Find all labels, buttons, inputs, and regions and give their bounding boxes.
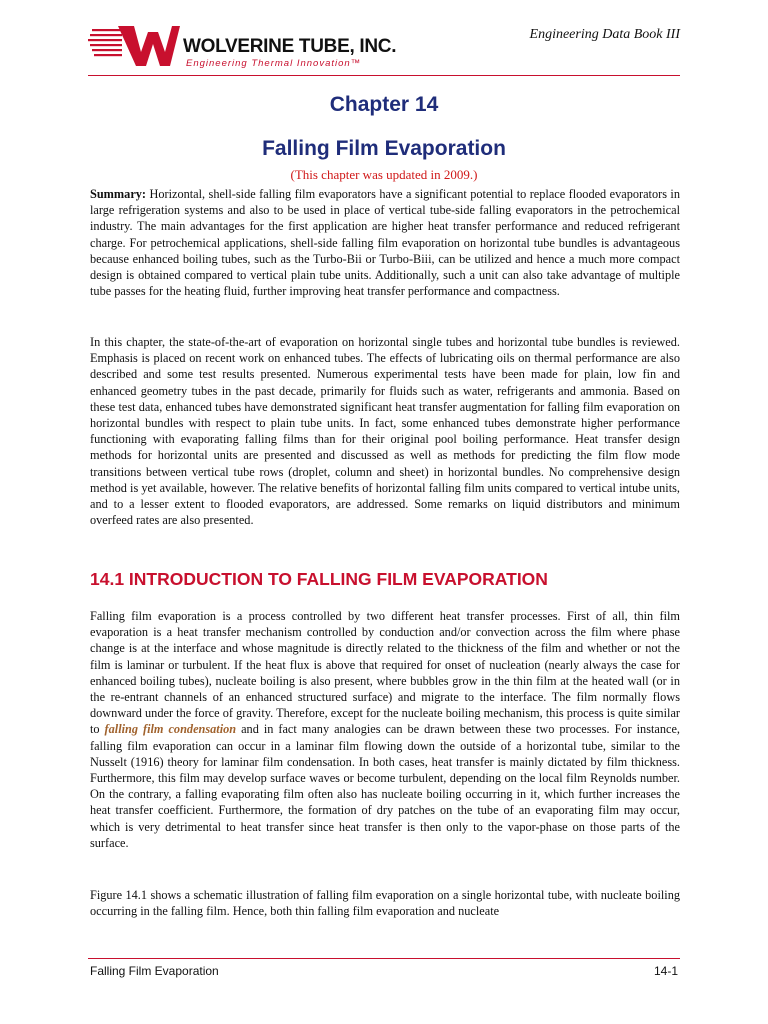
- wolverine-logo: [88, 20, 397, 72]
- intro-paragraph: [90, 608, 680, 851]
- update-note: (This chapter was updated in 2009.): [290, 167, 478, 182]
- book-title: Engineering Data Book III: [529, 27, 680, 42]
- footer-chapter-name: Falling Film Evaporation: [90, 964, 219, 978]
- chapter-number: Chapter 14: [329, 93, 439, 116]
- intro-text-end: and in fact many analogies can be drawn between these two processes. For instance, falling film evaporation can occur in a laminar film flowing down the outside of a horizontal tube, similar to the Nusselt (1916) theory for laminar film condensation. In both cases, heat transfer is mainly dictated by film thickness. Furthermore, this film may develop surface waves or become turbulent, depending on the local film Reynolds number. On the contrary, a falling evaporating film often also has nucleate boiling occurring in it, which further increases the heat transfer coefficient. Furthermore, the formation of dry patches on the tube of an evaporating film may occur, which is very detrimental to heat transfer since heat transfer is then only to the vapor-phase on those parts of the surface.: [90, 722, 681, 850]
- footer-page-number: 14-1: [653, 964, 678, 978]
- logo-company-name: WOLVERINE TUBE, INC.: [183, 36, 397, 57]
- header-divider: [88, 75, 680, 76]
- summary-text: Horizontal, shell-side falling film evaporators have a significant potential to replace flooded evaporators in large refrigeration systems and also to be used in place of vertical tube-side falling evaporators in the petrochemical industry. The main advantages for the first application are higher heat transfer performance and reduced refrigerant charge. For petrochemical applications, shell-side falling film evaporation on horizontal tube bundles is advantageous because enhanced boiling tubes, such as the Turbo-Bii or Turbo-Biii, can be utilized and hence a much more compact design is obtained compared to vertical plain tube units. Additionally, such a unit can also take advantage of multiple tube passes for the heating fluid, further improving heat transfer performance and compactness.: [90, 187, 680, 299]
- intro-text-start: Falling film evaporation is a process controlled by two different heat transfer processes. First of all, thin film evaporation is a heat transfer mechanism controlled by conduction and/or convection across the film where phase change is at the interface and whose magnitude is directly related to the thickness of the film and whether or not the film is laminar or turbulent. If the heat flux is above that required for onset of nucleation (nearly always the case for enhanced boiling tubes), nucleate boiling is also present, where bubbles grow in the thin film at the heated wall (or in the re-entrant channels of an enhanced structured surface) and migrate to the interface. The film normally flows downward under the force of gravity. Therefore, except for the nucleate boiling mechanism, this process is quite similar to: [90, 609, 680, 737]
- summary-paragraph: [90, 186, 680, 299]
- figure-paragraph: Figure 14.1 shows a schematic illustration of falling film evaporation on a single horizontal tube, with nucleate boiling occurring in the falling film. Hence, both thin falling film evaporation and nucleate: [90, 888, 680, 919]
- logo-tagline: Engineering Thermal Innovation™: [186, 58, 362, 69]
- footer-divider: [88, 958, 680, 959]
- term-falling-film-condensation: falling film condensation: [104, 722, 237, 737]
- w-logo-icon: [88, 20, 180, 72]
- summary-label: Summary:: [90, 187, 147, 201]
- review-paragraph: In this chapter, the state-of-the-art of evaporation on horizontal single tubes and horizontal tube bundles is reviewed. Emphasis is placed on recent work on enhanced tubes. The effects of lubricating oils on thermal performance are also described and some test results presented. Numerous experimental tests have been made for plain, low fin and enhanced geometry tubes in the past decade, primarily for fluids such as water, refrigerants and ammonia. Based on these test data, enhanced tubes have demonstrated significant heat transfer augmentation for falling film evaporation on horizontal bundles with respect to plain tube units. In fact, some enhanced tubes demonstrate higher performance functioning with evaporating falling films than for their original pool boiling performance. Heat transfer design methods for horizontal units are presented and discussed as well as methods for predicting the film flow mode transitions between vertical tube rows (droplet, column and sheet) in horizontal bundles. No comprehensive design method is yet available, however. The relative benefits of horizontal falling film units compared to vertical intube units, and to a lesser extent to flooded evaporators, are addressed. Some remarks on liquid distributors and minimum overfeed rates are also presented.: [90, 335, 680, 528]
- section-heading: 14.1 INTRODUCTION TO FALLING FILM EVAPORATION: [90, 569, 548, 589]
- chapter-title: Falling Film Evaporation: [262, 137, 506, 160]
